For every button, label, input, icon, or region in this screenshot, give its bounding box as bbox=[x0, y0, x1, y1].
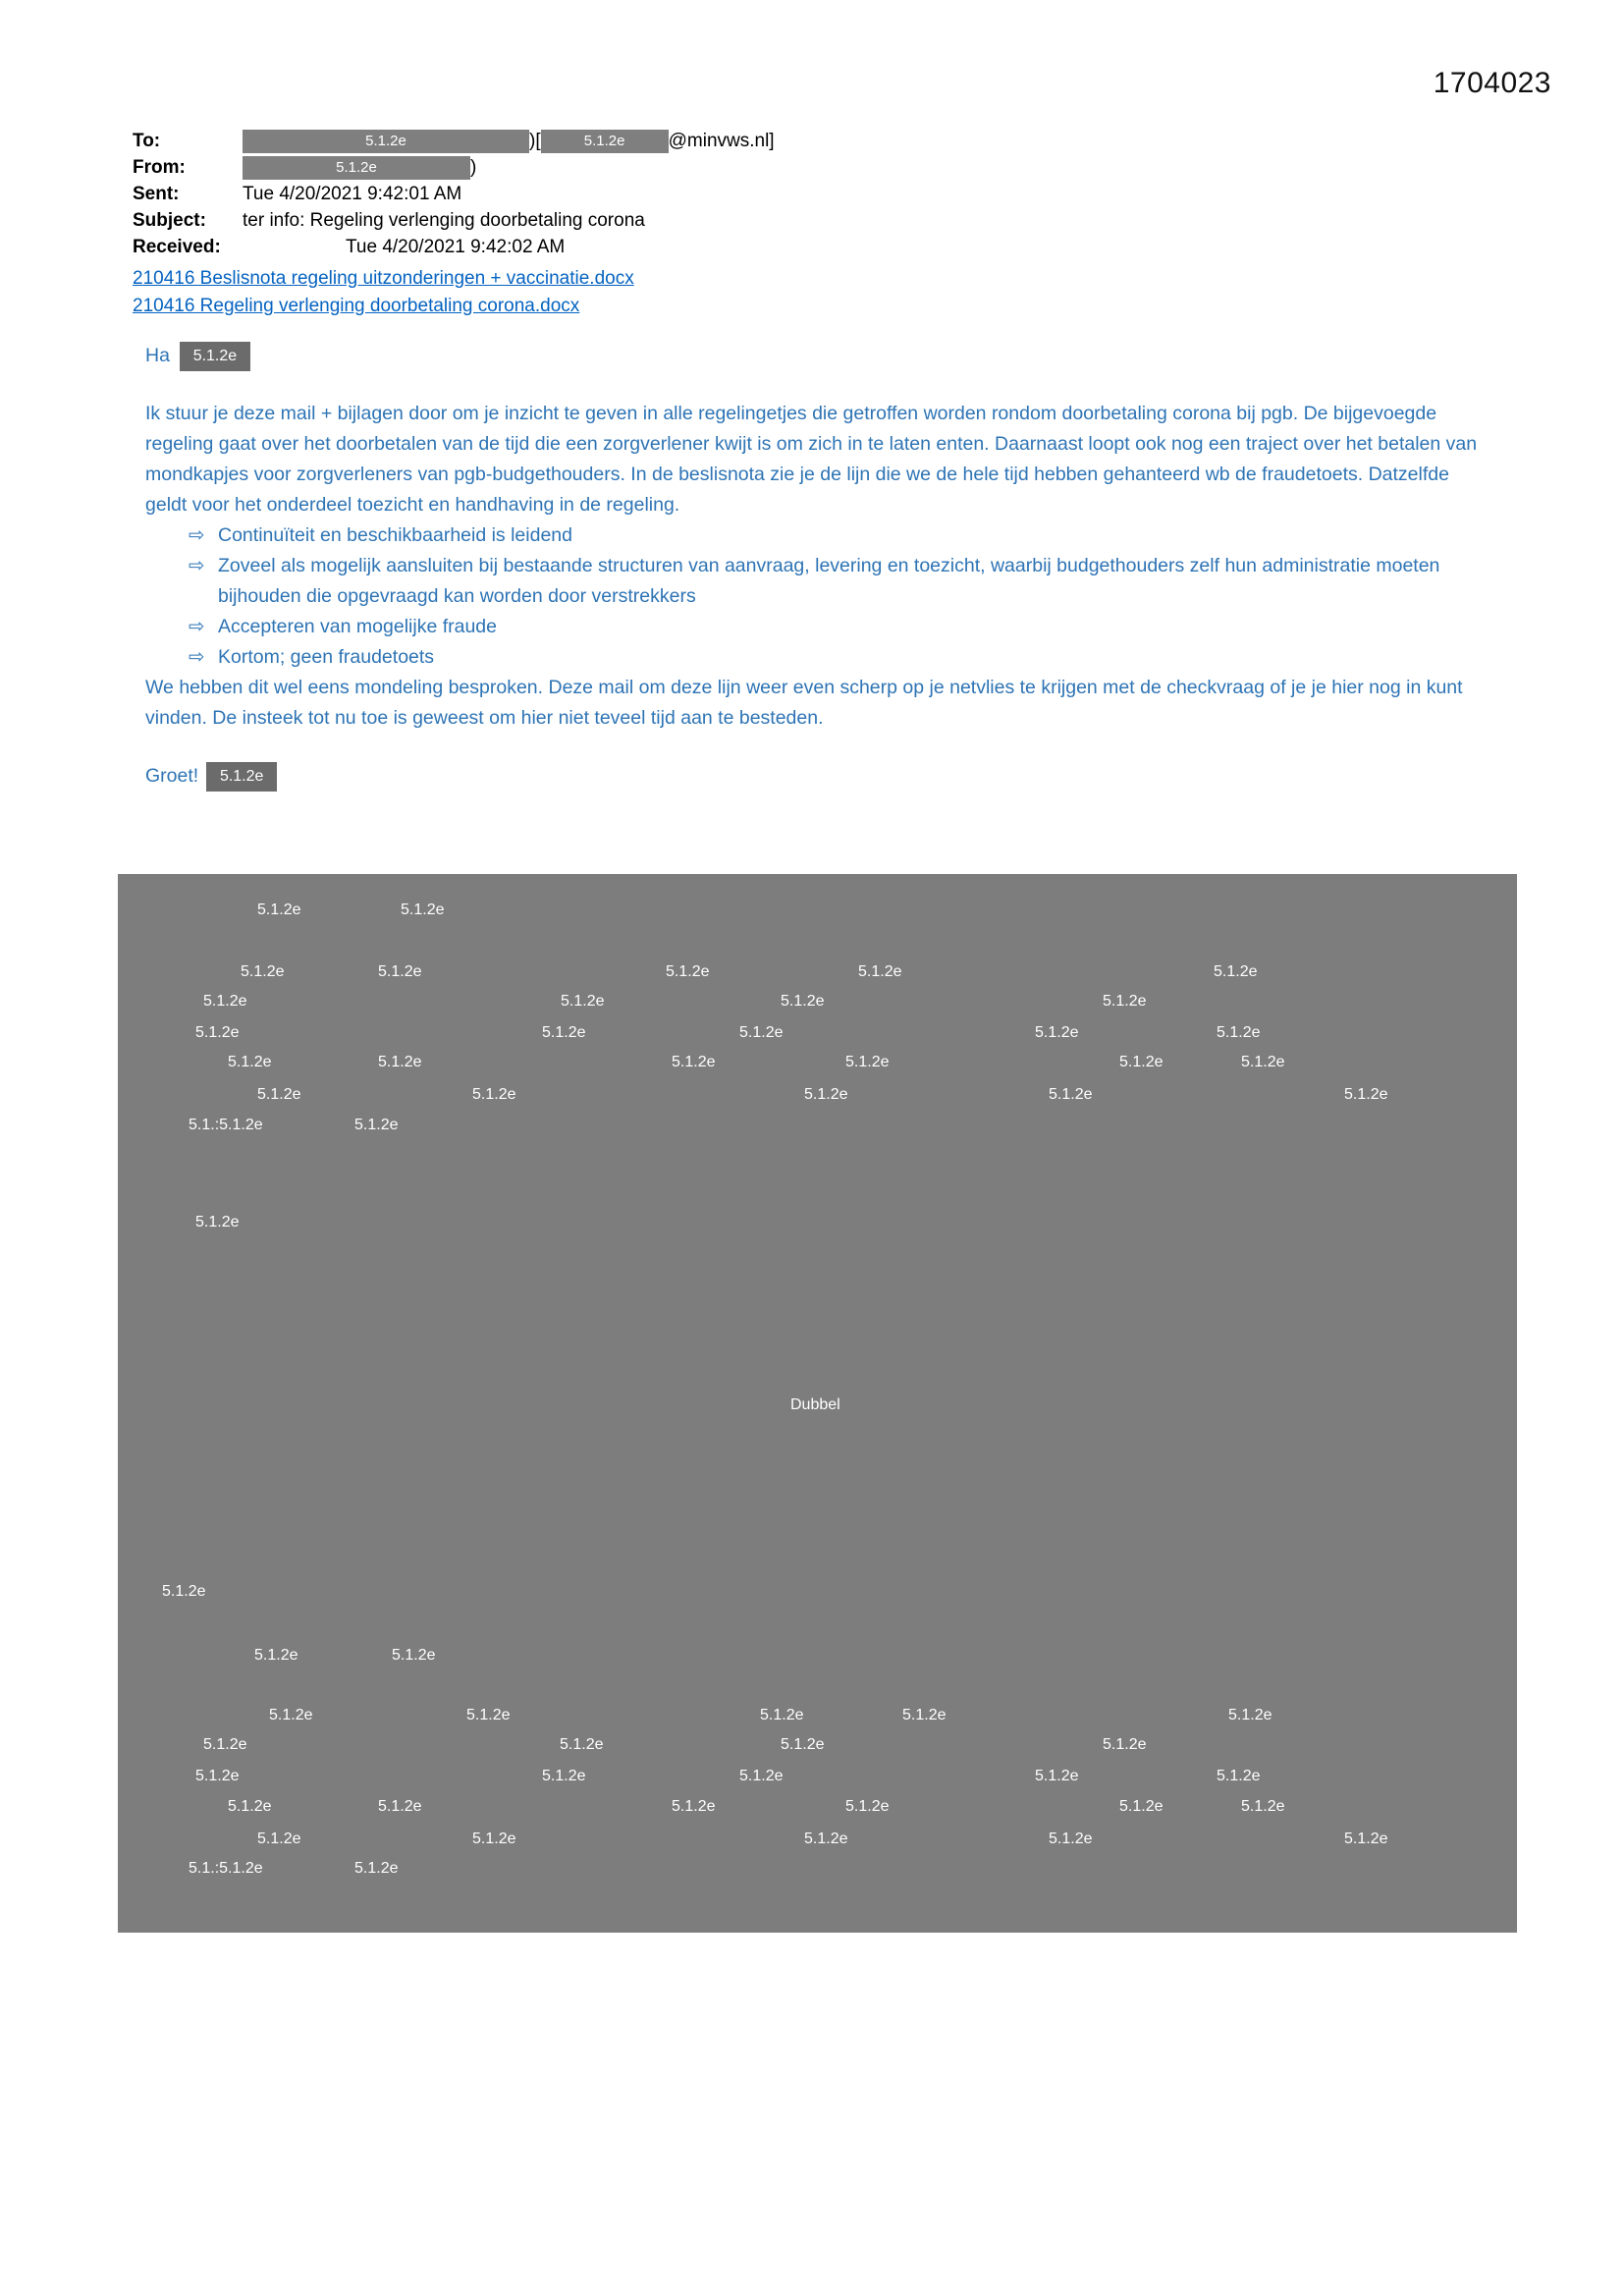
redaction-box: 5.1.2e bbox=[243, 156, 470, 180]
redaction-label: 5.1.2e bbox=[1217, 1768, 1261, 1784]
redaction-box: 5.1.2e bbox=[243, 130, 529, 153]
redaction-label: 5.1.:5.1.2e bbox=[189, 1117, 263, 1133]
header-row-subject bbox=[133, 208, 775, 234]
redaction-label: 5.1.2e bbox=[1103, 1736, 1147, 1753]
arrow-right-icon: ⇨ bbox=[189, 555, 205, 576]
bullet-item bbox=[145, 520, 1492, 551]
redaction-label: 5.1.2e bbox=[466, 1707, 511, 1723]
redaction-label: 5.1.2e bbox=[845, 1054, 890, 1070]
redaction-label: 5.1.2e bbox=[1214, 963, 1258, 980]
redaction-label: 5.1.2e bbox=[845, 1798, 890, 1815]
to-value bbox=[243, 130, 775, 153]
sent-value: Tue 4/20/2021 9:42:01 AM bbox=[243, 184, 462, 204]
redaction-label: 5.1.2e bbox=[195, 1024, 240, 1041]
redaction-label: 5.1.2e bbox=[781, 993, 825, 1010]
redaction-label: 5.1.2e bbox=[1103, 993, 1147, 1010]
redaction-label: 5.1.2e bbox=[228, 1798, 272, 1815]
bullet-item bbox=[145, 612, 1492, 642]
redaction-label: 5.1.2e bbox=[241, 963, 285, 980]
redaction-label: 5.1.2e bbox=[760, 1707, 804, 1723]
redaction-label: 5.1.2e bbox=[672, 1798, 716, 1815]
redaction-label: 5.1.2e bbox=[781, 1736, 825, 1753]
redaction-label: 5.1.2e bbox=[542, 1024, 586, 1041]
from-value bbox=[243, 156, 476, 180]
to-suffix-text: @minvws.nl] bbox=[668, 131, 775, 151]
bullet-text: Zoveel als mogelijk aansluiten bij bestaande structuren van aanvraag, levering en toezicht, waarbij budgethouders zelf hun administratie moeten bijhouden die opgevraagd kan worden door verstrekkers bbox=[218, 555, 1440, 607]
redaction-label: 5.1.2e bbox=[542, 1768, 586, 1784]
bullet-item bbox=[145, 551, 1492, 612]
arrow-right-icon: ⇨ bbox=[189, 646, 205, 668]
redaction-label: 5.1.2e bbox=[401, 902, 445, 918]
redaction-label: 5.1.2e bbox=[1217, 1024, 1261, 1041]
redaction-label: 5.1.2e bbox=[1119, 1798, 1164, 1815]
redaction-label: 5.1.2e bbox=[269, 1707, 313, 1723]
redaction-label: 5.1.2e bbox=[672, 1054, 716, 1070]
redaction-label: 5.1.2e bbox=[1035, 1768, 1079, 1784]
redaction-label: Dubbel bbox=[790, 1396, 840, 1413]
closing-text: Groet! bbox=[145, 765, 199, 787]
paragraph-2: We hebben dit wel eens mondeling besproken. Deze mail om deze lijn weer even scherp op je netvlies te krijgen met de checkvraag of je je hier nog in kunt vinden. De insteek tot nu toe is geweest om hier niet teveel tijd aan te besteden. bbox=[145, 677, 1463, 729]
attachment-link-regeling[interactable]: 210416 Regeling verlenging doorbetaling corona.docx bbox=[133, 296, 580, 316]
redaction-label: 5.1.2e bbox=[804, 1831, 848, 1847]
redaction-label: 5.1.2e bbox=[739, 1768, 784, 1784]
redaction-label: 5.1.2e bbox=[1241, 1798, 1285, 1815]
header-row-to bbox=[133, 129, 775, 154]
redaction-label: 5.1.2e bbox=[1344, 1086, 1388, 1103]
from-label: From: bbox=[133, 157, 186, 178]
redaction-label: 5.1.2e bbox=[257, 1831, 301, 1847]
redacted-block bbox=[118, 874, 1517, 1933]
redaction-label: 5.1.2e bbox=[195, 1214, 240, 1230]
header-row-received bbox=[133, 235, 775, 260]
redaction-label: 5.1.2e bbox=[354, 1117, 399, 1133]
redaction-label: 5.1.2e bbox=[195, 1768, 240, 1784]
redaction-label: 5.1.2e bbox=[1241, 1054, 1285, 1070]
subject-value: ter info: Regeling verlenging doorbetaling corona bbox=[243, 210, 645, 231]
bullet-text: Continuïteit en beschikbaarheid is leidend bbox=[218, 524, 572, 546]
attachment-link-beslisnota[interactable]: 210416 Beslisnota regeling uitzonderingen + vaccinatie.docx bbox=[133, 268, 634, 289]
redaction-label: 5.1.2e bbox=[392, 1647, 436, 1664]
email-header bbox=[133, 129, 775, 323]
redaction-box: 5.1.2e bbox=[541, 130, 669, 153]
header-row-from bbox=[133, 155, 775, 181]
to-mid-text: )[ bbox=[529, 131, 541, 151]
redaction-box: 5.1.2e bbox=[206, 762, 277, 792]
redaction-label: 5.1.2e bbox=[902, 1707, 947, 1723]
redaction-label: 5.1.2e bbox=[858, 963, 902, 980]
redaction-label: 5.1.2e bbox=[162, 1583, 206, 1600]
redaction-label: 5.1.2e bbox=[254, 1647, 298, 1664]
received-label: Received: bbox=[133, 237, 221, 257]
bullet-text: Accepteren van mogelijke fraude bbox=[218, 616, 497, 637]
redaction-label: 5.1.2e bbox=[561, 993, 605, 1010]
header-row-sent bbox=[133, 182, 775, 207]
redaction-label: 5.1.2e bbox=[1049, 1086, 1093, 1103]
received-value: Tue 4/20/2021 9:42:02 AM bbox=[346, 237, 566, 257]
bullet-item bbox=[145, 642, 1492, 673]
bullet-list bbox=[145, 520, 1492, 673]
redaction-label: 5.1.2e bbox=[257, 902, 301, 918]
redaction-label: 5.1.2e bbox=[354, 1860, 399, 1877]
arrow-right-icon: ⇨ bbox=[189, 524, 205, 546]
redaction-label: 5.1.2e bbox=[378, 1054, 422, 1070]
to-label: To: bbox=[133, 131, 161, 151]
redaction-label: 5.1.2e bbox=[257, 1086, 301, 1103]
greeting-line bbox=[145, 341, 1492, 371]
email-body bbox=[145, 341, 1492, 792]
redaction-label: 5.1.2e bbox=[1344, 1831, 1388, 1847]
from-suffix-text: ) bbox=[470, 157, 477, 178]
redaction-box: 5.1.2e bbox=[180, 342, 250, 371]
redaction-label: 5.1.2e bbox=[472, 1831, 516, 1847]
redaction-label: 5.1.2e bbox=[378, 963, 422, 980]
closing-line bbox=[145, 761, 1492, 792]
redaction-label: 5.1.2e bbox=[1228, 1707, 1272, 1723]
greeting-text: Ha bbox=[145, 345, 170, 366]
redaction-label: 5.1.2e bbox=[666, 963, 710, 980]
bullet-text: Kortom; geen fraudetoets bbox=[218, 646, 435, 668]
redaction-label: 5.1.2e bbox=[1119, 1054, 1164, 1070]
redaction-label: 5.1.2e bbox=[1049, 1831, 1093, 1847]
redaction-label: 5.1.2e bbox=[228, 1054, 272, 1070]
redaction-label: 5.1.2e bbox=[472, 1086, 516, 1103]
attachment-list bbox=[133, 268, 775, 323]
redaction-label: 5.1.:5.1.2e bbox=[189, 1860, 263, 1877]
redaction-label: 5.1.2e bbox=[378, 1798, 422, 1815]
redaction-label: 5.1.2e bbox=[804, 1086, 848, 1103]
redaction-label: 5.1.2e bbox=[1035, 1024, 1079, 1041]
redaction-label: 5.1.2e bbox=[560, 1736, 604, 1753]
document-number: 1704023 bbox=[1433, 67, 1551, 99]
paragraph-1: Ik stuur je deze mail + bijlagen door om je inzicht te geven in alle regelingetjes die getroffen worden rondom doorbetaling corona bij pgb. De bijgevoegde regeling gaat over het doorbetalen van de tijd die een zorgverlener kwijt is om zich in te laten enten. Daarnaast loopt ook nog een traject over het betalen van mondkapjes voor zorgverleners van pgb-budgethouders. In de beslisnota zie je de lijn die we de hele tijd hebben gehanteerd wb de fraudetoets. Datzelfde geldt voor het onderdeel toezicht en handhaving in de regeling. bbox=[145, 403, 1478, 516]
redaction-label: 5.1.2e bbox=[203, 993, 247, 1010]
redaction-label: 5.1.2e bbox=[203, 1736, 247, 1753]
arrow-right-icon: ⇨ bbox=[189, 616, 205, 637]
subject-label: Subject: bbox=[133, 210, 206, 231]
redaction-label: 5.1.2e bbox=[739, 1024, 784, 1041]
sent-label: Sent: bbox=[133, 184, 180, 204]
